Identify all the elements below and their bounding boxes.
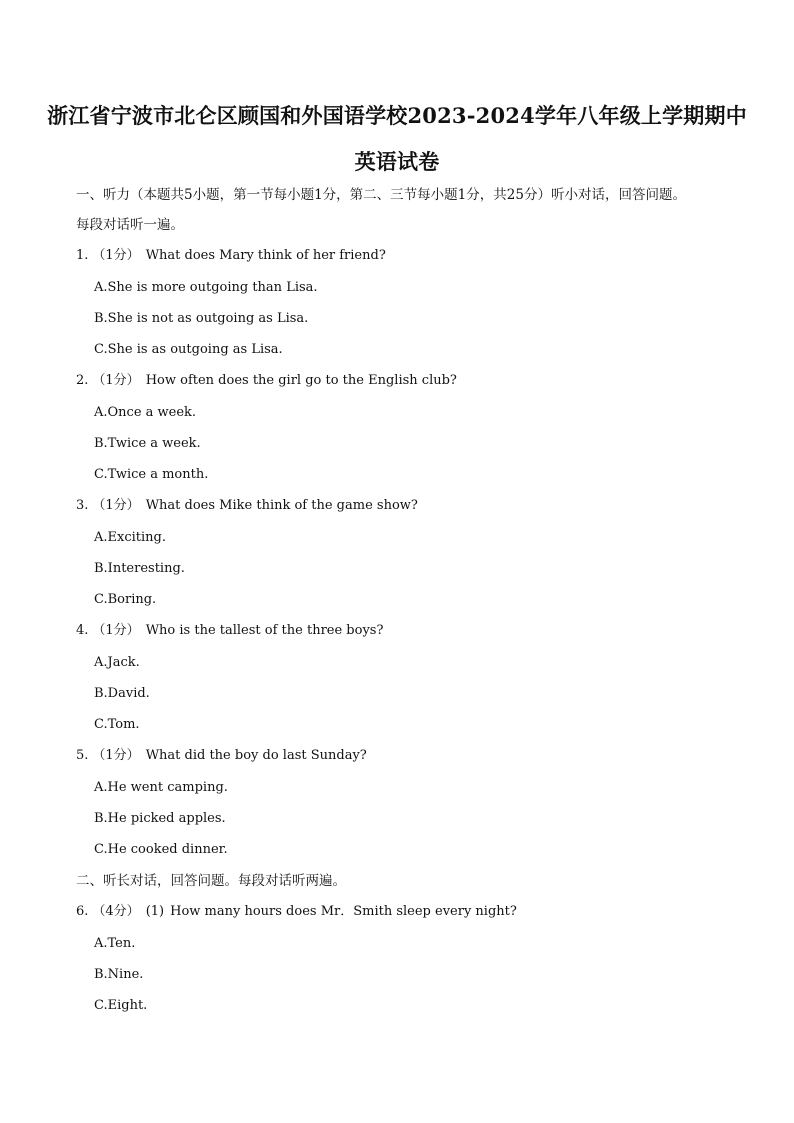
option-a: A.Exciting. bbox=[94, 530, 166, 545]
question-6 bbox=[76, 903, 517, 921]
section1-instruction-cont: 每段对话听一遍。 bbox=[76, 217, 184, 233]
option-a: A.Ten. bbox=[94, 936, 136, 951]
question-text: What does Mary think of her friend? bbox=[145, 248, 386, 263]
question-number: 5. bbox=[76, 748, 89, 763]
question-text: What did the boy do last Sunday? bbox=[145, 748, 367, 763]
question-3 bbox=[76, 497, 418, 515]
question-number: 2. bbox=[76, 373, 89, 388]
option-a: A.Jack. bbox=[94, 655, 140, 670]
option-a: A.He went camping. bbox=[94, 780, 228, 795]
option-c: C.Eight. bbox=[94, 998, 148, 1013]
option-b: B.David. bbox=[94, 686, 150, 701]
question-score: （1分） bbox=[92, 748, 140, 763]
question-score: （4分） bbox=[92, 904, 140, 919]
section2-instruction: 二、听长对话，回答问题。每段对话听两遍。 bbox=[76, 873, 346, 889]
question-number: 1. bbox=[76, 248, 89, 263]
question-score: （1分） bbox=[92, 248, 140, 263]
question-number: 3. bbox=[76, 498, 89, 513]
option-b: B.She is not as outgoing as Lisa. bbox=[94, 311, 309, 326]
option-c: C.Tom. bbox=[94, 717, 140, 732]
question-text: Who is the tallest of the three boys? bbox=[145, 623, 384, 638]
question-score: （1分） bbox=[92, 623, 140, 638]
question-5 bbox=[76, 747, 367, 765]
question-2 bbox=[76, 372, 457, 390]
question-number: 4. bbox=[76, 623, 89, 638]
option-c: C.Boring. bbox=[94, 592, 157, 607]
exam-subtitle: 英语试卷 bbox=[354, 149, 440, 174]
sub-question-number: (1) bbox=[145, 904, 165, 919]
option-c: C.She is as outgoing as Lisa. bbox=[94, 342, 283, 357]
option-a: A.She is more outgoing than Lisa. bbox=[94, 280, 318, 295]
option-b: B.Interesting. bbox=[94, 561, 185, 576]
question-text: How often does the girl go to the English club? bbox=[145, 373, 457, 388]
question-score: （1分） bbox=[92, 498, 140, 513]
question-4 bbox=[76, 622, 383, 640]
question-number: 6. bbox=[76, 904, 89, 919]
question-text: What does Mike think of the game show? bbox=[145, 498, 418, 513]
option-b: B.He picked apples. bbox=[94, 811, 226, 826]
option-c: C.Twice a month. bbox=[94, 467, 209, 482]
option-b: B.Twice a week. bbox=[94, 436, 201, 451]
question-score: （1分） bbox=[92, 373, 140, 388]
question-1 bbox=[76, 247, 386, 265]
option-c: C.He cooked dinner. bbox=[94, 842, 228, 857]
section1-instruction: 一、听力（本题共5小题，第一节每小题1分，第二、三节每小题1分，共25分）听小对话，回答问题。 bbox=[76, 187, 686, 203]
option-b: B.Nine. bbox=[94, 967, 144, 982]
option-a: A.Once a week. bbox=[94, 405, 197, 420]
question-text: How many hours does Mr．Smith sleep every night? bbox=[170, 904, 517, 919]
exam-title: 浙江省宁波市北仑区顾国和外国语学校2023-2024学年八年级上学期期中 bbox=[47, 103, 747, 128]
